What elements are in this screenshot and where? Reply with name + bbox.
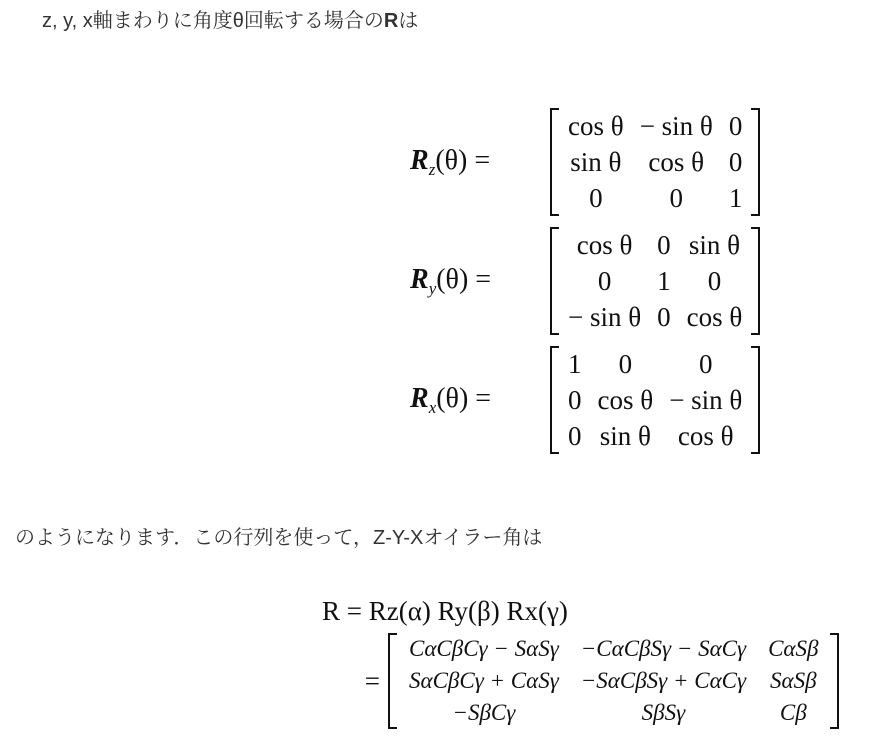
rx-sub: x xyxy=(428,397,437,417)
matrix-cell: CαSβ xyxy=(768,636,819,661)
euler-equation xyxy=(322,596,839,729)
matrix-cell: 1 xyxy=(657,265,671,296)
matrix-row xyxy=(560,108,750,144)
matrix-cell: 0 xyxy=(669,182,684,213)
matrix-cell: 0 xyxy=(657,229,671,260)
euler-equals: = xyxy=(364,665,380,696)
intro-suffix: は xyxy=(398,10,419,32)
rz-matrix xyxy=(550,108,760,216)
matrix-cell: sin θ xyxy=(570,146,622,177)
matrix-cell: cos θ xyxy=(686,301,743,332)
ry-equation xyxy=(410,227,760,335)
matrix-row xyxy=(560,382,750,418)
matrix-row xyxy=(560,227,750,263)
matrix-cell: − sin θ xyxy=(669,384,743,415)
rz-sub: z xyxy=(428,159,436,179)
matrix-cell: sin θ xyxy=(599,420,651,451)
rz-symbol: R xyxy=(410,144,429,176)
matrix-cell: sin θ xyxy=(688,229,741,260)
matrix-cell: − sin θ xyxy=(639,110,713,141)
matrix-cell: 0 xyxy=(699,348,713,379)
rx-matrix xyxy=(550,346,760,454)
matrix-cell: SαCβCγ + CαSγ xyxy=(409,668,559,693)
matrix-cell: SβSγ xyxy=(641,700,686,725)
matrix-cell: 0 xyxy=(589,182,603,213)
matrix-cell: − sin θ xyxy=(568,301,642,332)
matrix-cell: 0 xyxy=(568,384,582,415)
rz-arg: (θ) = xyxy=(435,144,491,176)
ry-arg: (θ) = xyxy=(436,263,492,295)
ry-lhs xyxy=(410,264,550,299)
matrix-cell: 1 xyxy=(728,182,743,213)
matrix-cell: 0 xyxy=(568,420,582,451)
rx-arg: (θ) = xyxy=(436,382,492,414)
matrix-row xyxy=(560,144,750,180)
euler-line1: R = Rz(α) Ry(β) Rx(γ) xyxy=(322,596,568,626)
rx-symbol: R xyxy=(410,382,429,414)
matrix-row xyxy=(560,418,750,454)
rz-lhs xyxy=(410,145,550,180)
matrix-cell: −SαCβSγ + CαCγ xyxy=(580,668,747,693)
rx-lhs xyxy=(410,383,550,418)
matrix-cell: cos θ xyxy=(576,229,633,260)
intro-text xyxy=(42,7,418,35)
matrix-row xyxy=(398,665,829,697)
euler-matrix xyxy=(388,633,839,729)
matrix-cell: −SβCγ xyxy=(452,700,516,725)
ry-matrix xyxy=(550,227,760,335)
matrix-cell: cos θ xyxy=(568,110,624,141)
matrix-row xyxy=(560,263,750,299)
rz-equation xyxy=(410,108,760,216)
matrix-cell: −CαCβSγ − SαCγ xyxy=(580,636,747,661)
matrix-cell: Cβ xyxy=(779,700,807,725)
matrix-row xyxy=(398,633,829,665)
matrix-row xyxy=(560,346,750,382)
matrix-cell: 0 xyxy=(728,146,743,177)
matrix-cell: cos θ xyxy=(597,384,654,415)
matrix-row xyxy=(560,299,750,335)
ry-sub: y xyxy=(428,278,437,298)
matrix-cell: SαSβ xyxy=(770,668,817,693)
ry-symbol: R xyxy=(410,263,429,295)
matrix-row xyxy=(560,180,750,216)
matrix-cell: cos θ xyxy=(648,146,705,177)
matrix-cell: 1 xyxy=(568,348,582,379)
matrix-cell: 0 xyxy=(597,265,612,296)
intro-prefix: z, y, x軸まわりに角度θ回転する場合の xyxy=(42,10,384,32)
intro-bold-r: R xyxy=(383,10,399,32)
matrix-cell: CαCβCγ − SαSγ xyxy=(409,636,559,661)
rx-equation xyxy=(410,346,760,454)
matrix-cell: 0 xyxy=(618,348,633,379)
matrix-cell: 0 xyxy=(728,110,743,141)
mid-text: のようになります．この行列を使って，Z-Y-Xオイラー角は xyxy=(15,527,543,549)
matrix-cell: cos θ xyxy=(677,420,734,451)
matrix-row xyxy=(398,697,829,729)
matrix-cell: 0 xyxy=(707,265,722,296)
euler-line2 xyxy=(322,633,839,729)
matrix-cell: 0 xyxy=(657,301,671,332)
